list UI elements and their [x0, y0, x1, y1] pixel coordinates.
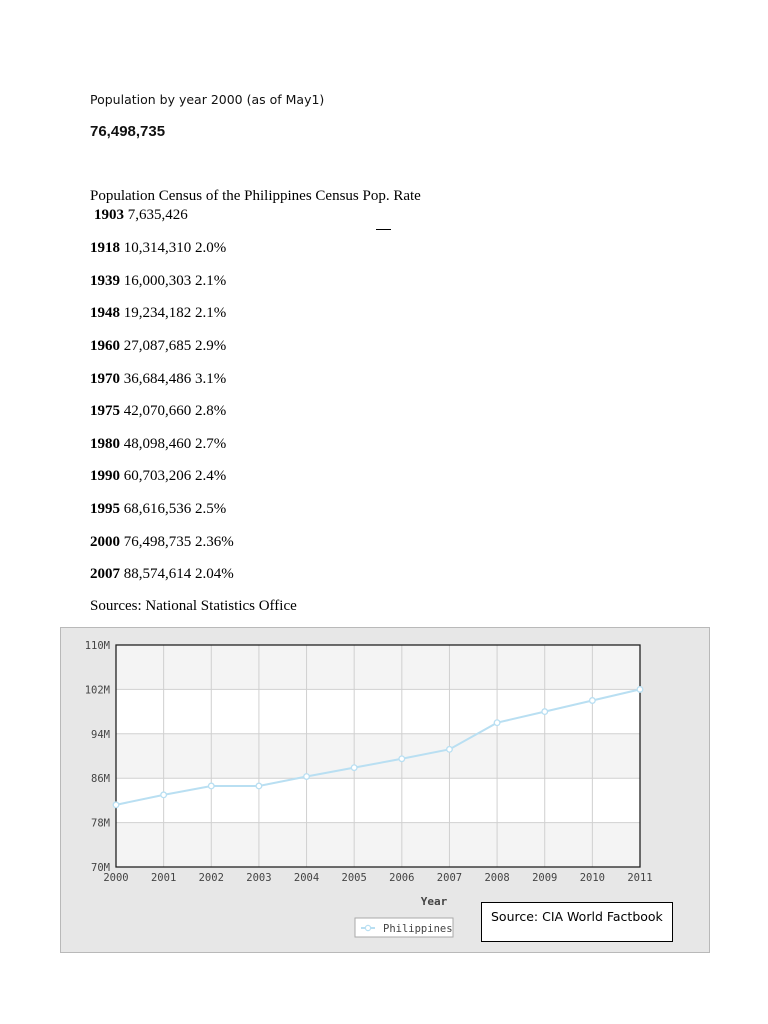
census-rate: 2.9%: [191, 338, 227, 354]
data-point: [208, 783, 214, 789]
census-year: 1975: [90, 403, 120, 419]
population-2000-value: 76,498,735: [90, 123, 166, 140]
census-year: 1960: [90, 338, 120, 354]
census-rate: 2.8%: [191, 403, 227, 419]
data-point: [494, 720, 500, 726]
x-tick-label: 2000: [103, 872, 129, 884]
legend-label: Philippines: [383, 923, 453, 935]
census-year: 2007: [90, 566, 120, 582]
y-tick-label: 70M: [91, 862, 110, 874]
y-tick-label: 86M: [91, 773, 110, 786]
census-population: 27,087,685: [120, 338, 192, 354]
y-tick-label: 78M: [91, 817, 110, 830]
census-year: 2000: [90, 534, 120, 550]
y-tick-label: 110M: [84, 640, 110, 652]
census-population: 36,684,486: [120, 371, 192, 387]
census-row: [94, 207, 188, 224]
census-table-title: Population Census of the Philippines Census Pop. Rate: [90, 188, 421, 204]
census-year: 1918: [90, 240, 120, 256]
census-population: 10,314,310: [120, 240, 192, 256]
data-point: [399, 756, 405, 762]
census-year: 1903: [94, 207, 124, 223]
census-population: 76,498,735: [120, 534, 192, 550]
census-rate: 2.7%: [191, 436, 227, 452]
data-point: [637, 687, 643, 693]
x-tick-label: 2001: [150, 872, 177, 884]
census-year: 1980: [90, 436, 120, 452]
census-population: 60,703,206: [120, 468, 192, 484]
x-axis-title: Year: [420, 895, 448, 908]
x-tick-label: 2006: [389, 872, 415, 884]
census-rate: 2.4%: [191, 468, 227, 484]
census-row: [90, 338, 226, 355]
census-row: [90, 403, 226, 420]
dash-divider: [376, 229, 391, 230]
x-tick-label: 2009: [532, 872, 558, 884]
data-point: [113, 802, 119, 808]
census-row: [90, 534, 234, 551]
census-population: 19,234,182: [120, 305, 192, 321]
census-rate: 2.0%: [191, 240, 227, 256]
data-point: [304, 774, 310, 780]
x-tick-label: 2004: [293, 872, 320, 884]
legend-marker: [365, 925, 370, 930]
census-year: 1995: [90, 501, 120, 517]
data-point: [256, 783, 262, 789]
census-row: [90, 371, 226, 388]
census-rate: 2.1%: [191, 305, 227, 321]
census-rate: 2.1%: [191, 273, 227, 289]
x-tick-label: 2002: [198, 872, 224, 884]
census-population: 42,070,660: [120, 403, 192, 419]
x-tick-label: 2011: [627, 872, 653, 884]
census-year: 1970: [90, 371, 120, 387]
x-tick-label: 2005: [341, 872, 367, 884]
census-population: 88,574,614: [120, 566, 192, 582]
data-point: [542, 709, 548, 715]
data-point: [590, 698, 596, 704]
census-row: [90, 501, 226, 518]
plot-band: [116, 734, 640, 778]
x-tick-label: 2010: [579, 872, 606, 884]
census-population: 7,635,426: [124, 207, 188, 223]
data-point: [447, 747, 453, 753]
census-rate: 2.36%: [191, 534, 234, 550]
population-heading: Population by year 2000 (as of May1): [90, 92, 325, 107]
census-rate: 2.04%: [191, 566, 234, 582]
x-tick-label: 2003: [246, 872, 272, 884]
x-tick-label: 2008: [484, 872, 510, 884]
census-rate: 3.1%: [191, 371, 227, 387]
census-population: 68,616,536: [120, 501, 192, 517]
census-year: 1948: [90, 305, 120, 321]
chart-source-box: Source: CIA World Factbook: [481, 902, 673, 942]
data-point: [161, 792, 167, 798]
census-rate: 2.5%: [191, 501, 227, 517]
census-year: 1990: [90, 468, 120, 484]
plot-band: [116, 645, 640, 689]
y-tick-label: 94M: [91, 728, 110, 741]
plot-band: [116, 823, 640, 867]
census-population: 16,000,303: [120, 273, 192, 289]
data-point: [351, 765, 357, 771]
x-tick-label: 2007: [436, 872, 463, 884]
census-year: 1939: [90, 273, 120, 289]
census-row: [90, 240, 226, 257]
census-row: [90, 566, 234, 583]
census-sources: Sources: National Statistics Office: [90, 598, 297, 614]
y-tick-label: 102M: [84, 684, 110, 697]
census-row: [90, 468, 226, 485]
census-population: 48,098,460: [120, 436, 192, 452]
census-row: [90, 273, 226, 290]
census-row: [90, 305, 226, 322]
census-row: [90, 436, 226, 453]
